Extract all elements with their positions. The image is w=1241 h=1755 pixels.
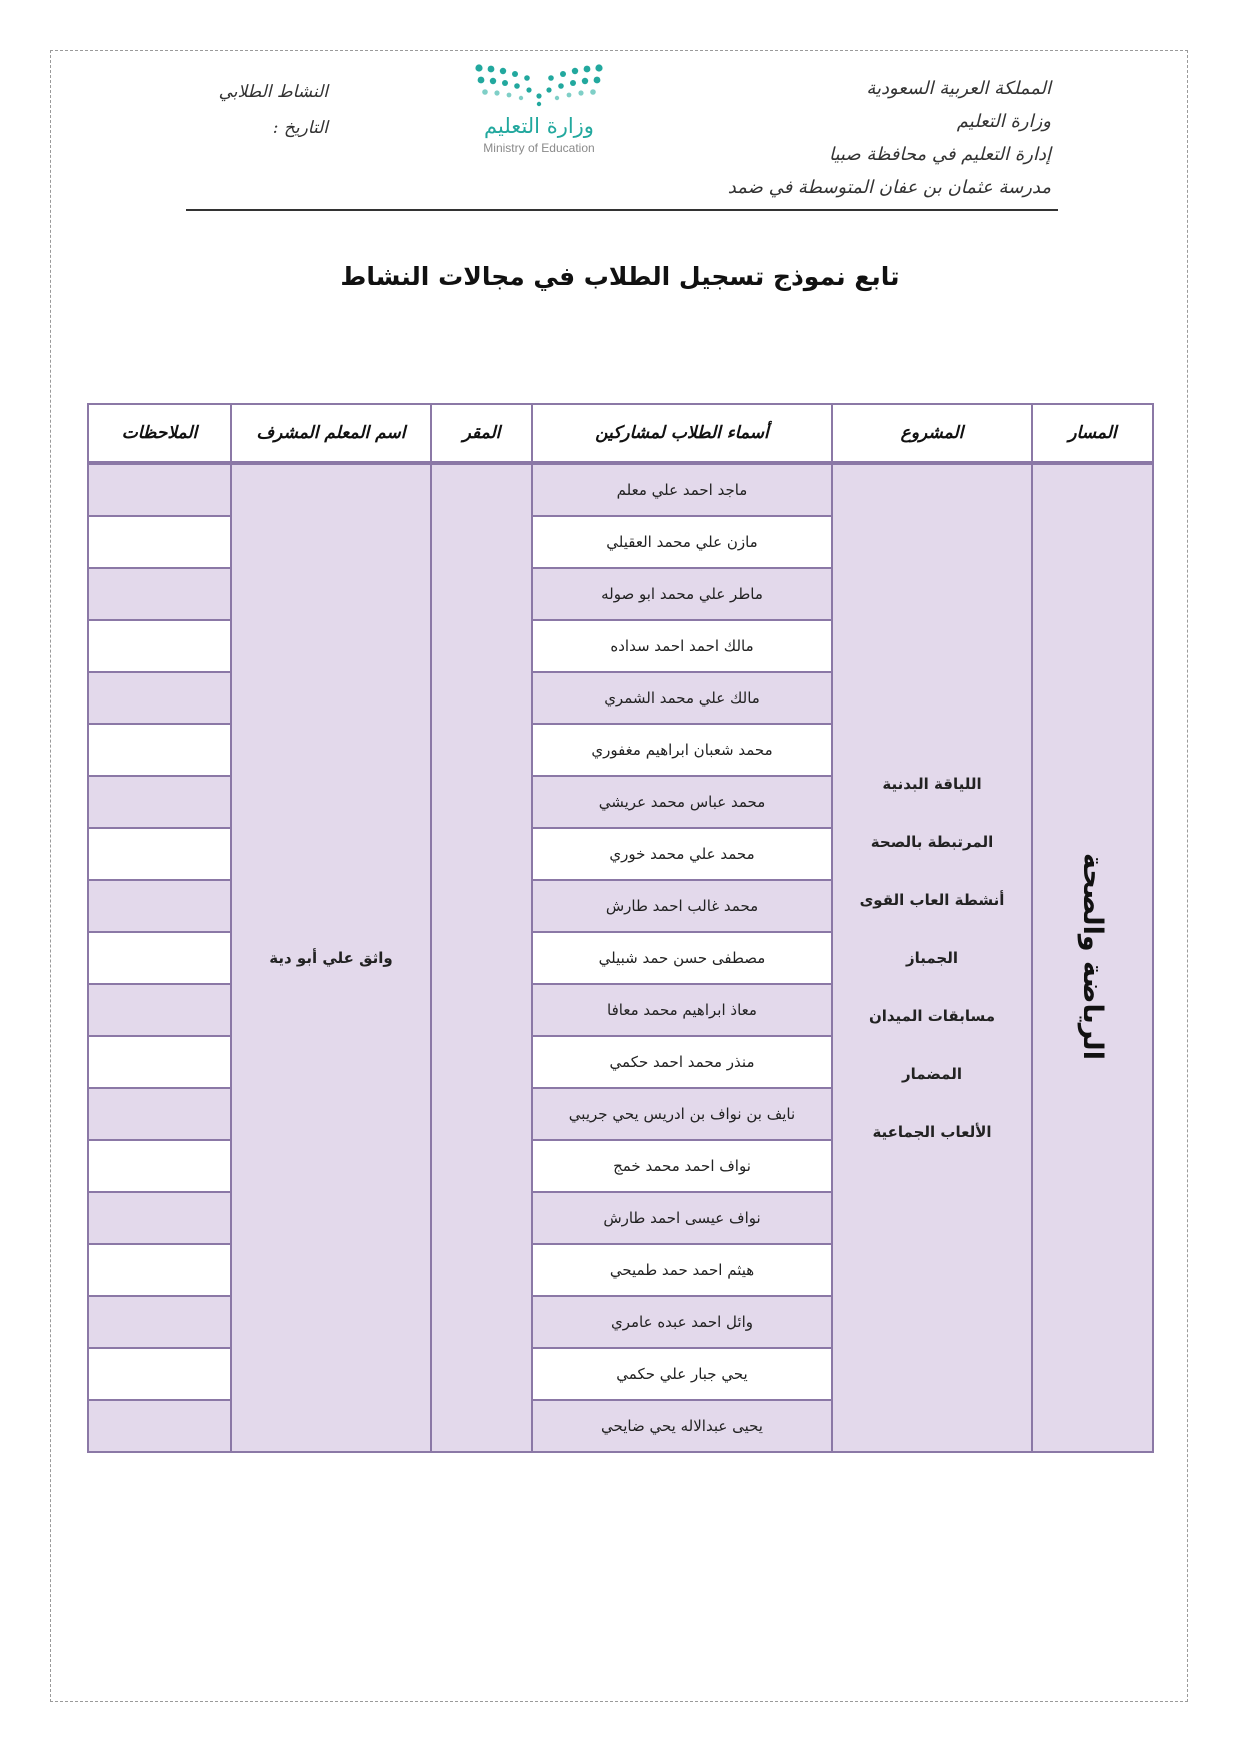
header-left bbox=[188, 74, 328, 146]
notes-cell bbox=[88, 672, 231, 724]
student-name: مازن علي محمد العقيلي bbox=[532, 516, 832, 568]
table-header-row bbox=[88, 404, 1153, 463]
student-name: نايف بن نواف بن ادريس يحي جريبي bbox=[532, 1088, 832, 1140]
student-name: يحي جبار علي حكمي bbox=[532, 1348, 832, 1400]
header-supervisor: اسم المعلم المشرف bbox=[231, 404, 431, 463]
project-line: مسابقات الميدان bbox=[868, 1007, 996, 1025]
ministry-logo bbox=[434, 62, 644, 172]
header-ministry: وزارة التعليم bbox=[956, 111, 1051, 132]
header-right bbox=[728, 72, 1051, 204]
header-department: إدارة التعليم في محافظة صبيا bbox=[828, 144, 1051, 165]
notes-cell bbox=[88, 1036, 231, 1088]
header-date: التاريخ : bbox=[272, 118, 328, 138]
header-school: مدرسة عثمان بن عفان المتوسطة في ضمد bbox=[727, 177, 1051, 198]
logo-english-text: Ministry of Education bbox=[483, 141, 595, 155]
student-name: مالك علي محمد الشمري bbox=[532, 672, 832, 724]
header-country: المملكة العربية السعودية bbox=[866, 78, 1051, 99]
track-cell bbox=[1032, 463, 1153, 1452]
notes-cell bbox=[88, 1296, 231, 1348]
project-line: المضمار bbox=[902, 1065, 962, 1083]
header-divider bbox=[186, 209, 1058, 211]
header-activity: النشاط الطلابي bbox=[218, 82, 328, 102]
project-cell bbox=[832, 463, 1032, 1452]
notes-cell bbox=[88, 463, 231, 516]
student-name: ماجد احمد علي معلم bbox=[532, 463, 832, 516]
table-row bbox=[88, 463, 1153, 516]
student-name: مصطفى حسن حمد شبيلي bbox=[532, 932, 832, 984]
notes-cell bbox=[88, 1088, 231, 1140]
page-title: تابع نموذج تسجيل الطلاب في مجالات النشاط bbox=[340, 262, 900, 291]
student-name: محمد غالب احمد طارش bbox=[532, 880, 832, 932]
student-name: مالك احمد احمد سداده bbox=[532, 620, 832, 672]
student-name: ماطر علي محمد ابو صوله bbox=[532, 568, 832, 620]
student-name: يحيى عبدالاله يحي ضايحي bbox=[532, 1400, 832, 1452]
notes-cell bbox=[88, 880, 231, 932]
project-line: اللياقة البدنية bbox=[882, 775, 982, 793]
notes-cell bbox=[88, 1244, 231, 1296]
project-line: الجمباز bbox=[905, 949, 959, 967]
project-line: المرتبطة بالصحة bbox=[870, 833, 994, 851]
header-project: المشروع bbox=[832, 404, 1032, 463]
registration-table bbox=[87, 403, 1154, 1453]
notes-cell bbox=[88, 984, 231, 1036]
student-name: وائل احمد عبده عامري bbox=[532, 1296, 832, 1348]
notes-cell bbox=[88, 776, 231, 828]
supervisor-name: واثق علي أبو دية bbox=[231, 463, 431, 1452]
student-name: نواف عيسى احمد طارش bbox=[532, 1192, 832, 1244]
notes-cell bbox=[88, 932, 231, 984]
student-name: هيثم احمد حمد طميحي bbox=[532, 1244, 832, 1296]
student-name: نواف احمد محمد خمج bbox=[532, 1140, 832, 1192]
notes-cell bbox=[88, 724, 231, 776]
student-name: محمد شعبان ابراهيم مغفوري bbox=[532, 724, 832, 776]
header-students: أسماء الطلاب لمشاركين bbox=[532, 404, 832, 463]
notes-cell bbox=[88, 516, 231, 568]
student-name: معاذ ابراهيم محمد معافا bbox=[532, 984, 832, 1036]
header-notes: الملاحظات bbox=[88, 404, 231, 463]
track-name: الرياضة والصحة bbox=[1077, 852, 1108, 1060]
hq-cell bbox=[431, 463, 532, 1452]
notes-cell bbox=[88, 828, 231, 880]
project-line: أنشطة العاب القوى bbox=[859, 891, 1005, 909]
header-track: المسار bbox=[1032, 404, 1153, 463]
student-name: محمد علي محمد خوري bbox=[532, 828, 832, 880]
notes-cell bbox=[88, 1400, 231, 1452]
student-name: منذر محمد احمد حكمي bbox=[532, 1036, 832, 1088]
notes-cell bbox=[88, 1192, 231, 1244]
dots-logo-icon bbox=[469, 62, 609, 108]
table-body bbox=[88, 463, 1153, 1452]
project-line: الألعاب الجماعية bbox=[872, 1123, 992, 1141]
notes-cell bbox=[88, 620, 231, 672]
logo-arabic-text: وزارة التعليم bbox=[484, 114, 594, 138]
notes-cell bbox=[88, 1348, 231, 1400]
notes-cell bbox=[88, 1140, 231, 1192]
header-hq: المقر bbox=[431, 404, 532, 463]
notes-cell bbox=[88, 568, 231, 620]
student-name: محمد عباس محمد عريشي bbox=[532, 776, 832, 828]
